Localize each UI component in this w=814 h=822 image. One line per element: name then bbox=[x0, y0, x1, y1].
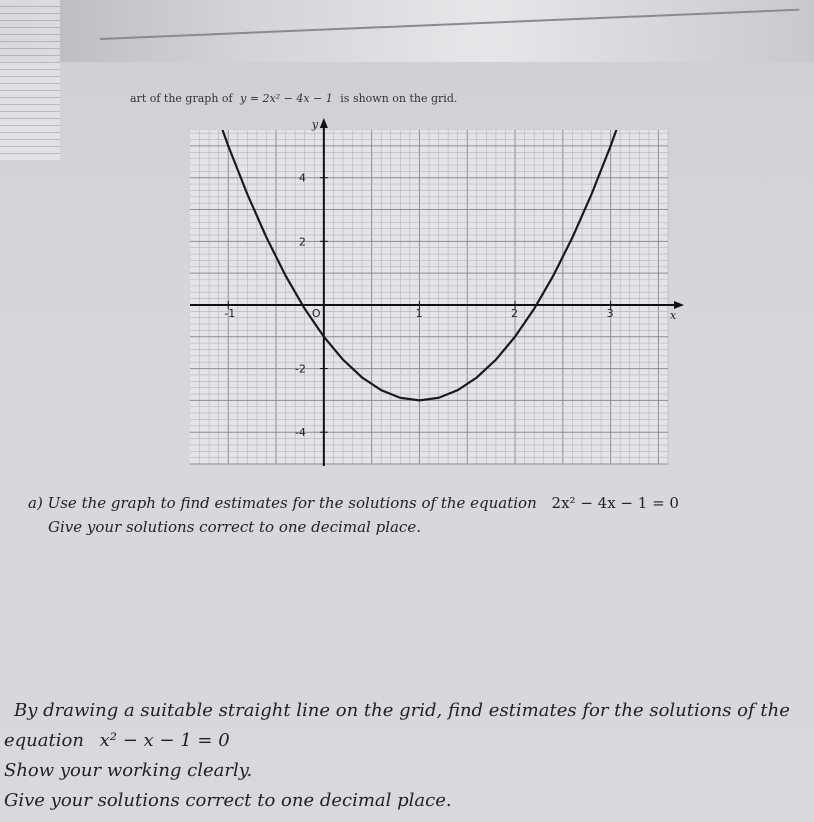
curve-point bbox=[361, 377, 363, 379]
curve-point bbox=[572, 237, 574, 239]
curve-point bbox=[476, 377, 478, 379]
y-tick-label: -2 bbox=[294, 362, 306, 376]
curve-point bbox=[342, 359, 344, 361]
question-b-working: Show your working clearly. bbox=[4, 760, 253, 781]
x-axis-label: x bbox=[670, 308, 677, 322]
curve-point bbox=[438, 397, 440, 399]
question-b-equation-line bbox=[4, 730, 230, 751]
question-b-instruction: Give your solutions correct to one decimal place. bbox=[4, 790, 452, 811]
x-tick-label: O bbox=[311, 306, 321, 320]
question-a-label: a) bbox=[28, 494, 43, 512]
curve-point bbox=[380, 389, 382, 391]
x-tick-label: 1 bbox=[415, 306, 423, 320]
question-a-line1 bbox=[28, 494, 679, 512]
y-axis-arrow bbox=[320, 118, 328, 128]
y-tick-label: 2 bbox=[298, 235, 306, 249]
x-tick-label: 2 bbox=[511, 306, 519, 320]
curve-point bbox=[304, 308, 306, 310]
curve-point bbox=[457, 389, 459, 391]
question-b-equation-label: equation bbox=[4, 730, 84, 751]
question-a-text: Use the graph to find estimates for the solutions of the equation bbox=[47, 494, 537, 512]
y-tick-label: -4 bbox=[294, 426, 306, 440]
curve-point bbox=[247, 193, 249, 195]
curve-point bbox=[610, 145, 612, 147]
question-a-instruction: Give your solutions correct to one decimal place. bbox=[48, 518, 421, 536]
curve-point bbox=[495, 359, 497, 361]
intro-equation: y = 2x² − 4x − 1 bbox=[240, 92, 333, 105]
y-tick-label: 4 bbox=[298, 171, 306, 185]
curve-point bbox=[419, 400, 421, 402]
binder-lines bbox=[0, 0, 60, 160]
question-b-equation: x² − x − 1 = 0 bbox=[99, 730, 230, 751]
x-tick-label: -1 bbox=[224, 306, 236, 320]
curve-point bbox=[552, 275, 554, 277]
intro-suffix: is shown on the grid. bbox=[340, 92, 458, 105]
curve-point bbox=[266, 237, 268, 239]
x-tick-label: 3 bbox=[606, 306, 614, 320]
page-top-edge bbox=[0, 0, 814, 62]
curve-point bbox=[533, 308, 535, 310]
curve-point bbox=[227, 145, 229, 147]
curve-point bbox=[400, 397, 402, 399]
quadratic-graph bbox=[186, 112, 686, 474]
curve-point bbox=[514, 336, 516, 338]
curve-point bbox=[323, 336, 325, 338]
intro-text bbox=[130, 92, 457, 105]
question-a-equation: 2x² − 4x − 1 = 0 bbox=[551, 494, 679, 512]
curve-point bbox=[285, 275, 287, 277]
intro-prefix: art of the graph of bbox=[130, 92, 233, 105]
question-b-text: By drawing a suitable straight line on the grid, find estimates for the solutions of the bbox=[14, 700, 790, 721]
y-axis-label: y bbox=[311, 118, 319, 131]
curve-point bbox=[591, 193, 593, 195]
x-axis-arrow bbox=[674, 301, 684, 309]
